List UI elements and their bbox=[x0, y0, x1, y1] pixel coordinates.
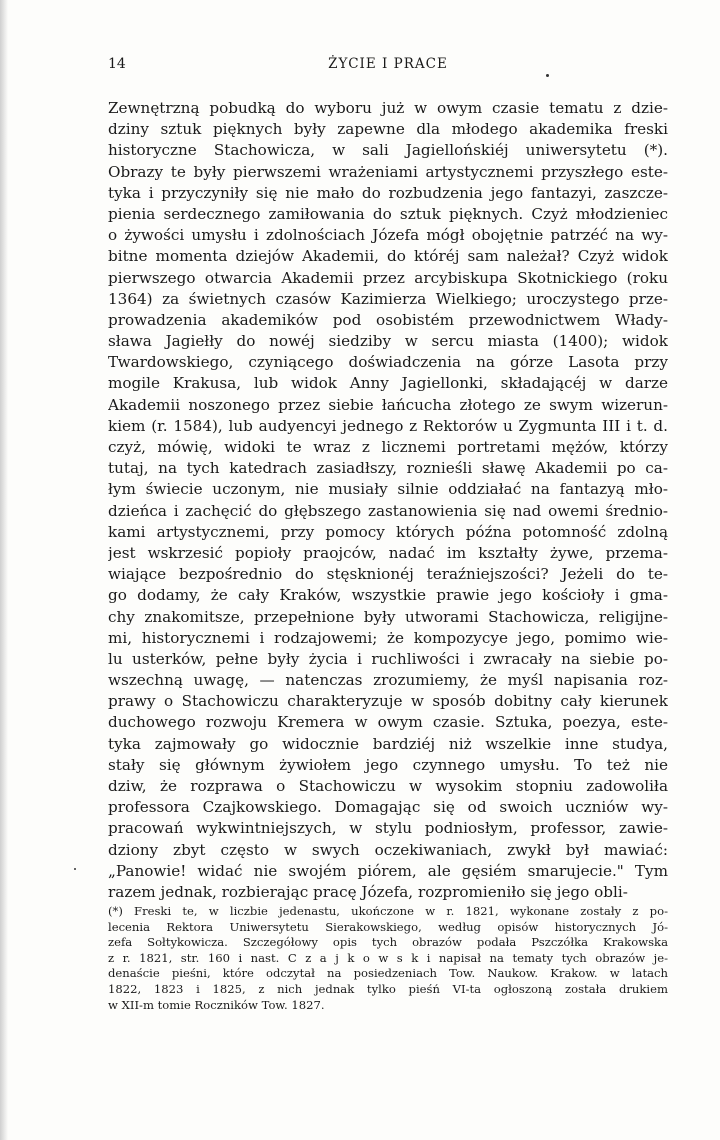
text-line: Zewnętrzną pobudką do wyboru już w owym czasie tematu z dzie- bbox=[108, 99, 668, 117]
page-number: 14 bbox=[108, 56, 126, 72]
text-line: chy znakomitsze, przepełnione były utworami Stachowicza, religijne- bbox=[108, 607, 668, 626]
text-line: historyczne Stachowicza, w sali Jagiellońskiéj uniwersytetu (*). bbox=[108, 141, 668, 160]
page-edge-shadow bbox=[0, 0, 8, 1140]
text-line: tutaj, na tych katedrach zasiadłszy, roznieśli sławę Akademii po ca- bbox=[108, 459, 668, 478]
text-line: dziny sztuk pięknych były zapewne dla młodego akademika freski bbox=[108, 120, 668, 139]
text-line: stały się głównym żywiołem jego czynnego umysłu. To też nie bbox=[108, 755, 668, 774]
text-line: prawy o Stachowiczu charakteryzuje w sposób dobitny cały kierunek bbox=[108, 692, 668, 711]
text-line: pracowań wykwintniejszych, w stylu podniosłym, professor, zawie- bbox=[108, 819, 668, 838]
footnote bbox=[108, 904, 668, 1013]
text-line: lu usterków, pełne były życia i ruchliwości i zwracały na siebie po- bbox=[108, 649, 668, 668]
text-line: kiem (r. 1584), lub audyencyi jednego z Rektorów u Zygmunta III i t. d. bbox=[108, 416, 668, 435]
text-line: professora Czajkowskiego. Domagając się od swoich uczniów wy- bbox=[108, 798, 668, 817]
text-line: sława Jagiełły do nowéj siedziby w sercu miasta (1400); widok bbox=[108, 332, 668, 351]
text-line: mogile Krakusa, lub widok Anny Jagiellonki, składającéj w darze bbox=[108, 374, 668, 393]
running-title: ŻYCIE I PRACE bbox=[328, 56, 448, 72]
text-line: czyż, mówię, widoki te wraz z licznemi portretami mężów, którzy bbox=[108, 438, 668, 456]
text-line: prowadzenia akademików pod osobistém przewodnictwem Włady- bbox=[108, 310, 668, 329]
text-line: Obrazy te były pierwszemi wrażeniami artystycznemi przyszłego este- bbox=[108, 162, 668, 181]
text-line: bitne momenta dziejów Akademii, do któréj sam należał? Czyż widok bbox=[108, 247, 668, 266]
print-speck bbox=[546, 74, 549, 77]
text-line: Twardowskiego, czyniącego doświadczenia na górze Lasota przy bbox=[108, 353, 668, 372]
text-line: kami artystycznemi, przy pomocy których późna potomność zdolną bbox=[108, 522, 668, 541]
text-line: łym świecie uczonym, nie musiały silnie oddziałać na fantazyą mło- bbox=[108, 480, 668, 499]
text-line: pienia serdecznego zamiłowania do sztuk pięknych. Czyż młodzieniec bbox=[108, 204, 668, 223]
footnote-line: w XII-m tomie Roczników Tow. 1827. bbox=[108, 997, 325, 1012]
footnote-line: denaście pieśni, które odczytał na posiedzeniach Tow. Naukow. Krakow. w latach bbox=[108, 966, 668, 981]
footnote-line: 1822, 1823 i 1825, z nich jednak tylko pieśń VI-ta ogłoszoną została drukiem bbox=[108, 981, 668, 996]
text-line: go dodamy, że cały Kraków, wszystkie prawie jego kościoły i gma- bbox=[108, 586, 668, 605]
text-line: o żywości umysłu i zdolnościach Józefa mógł obojętnie patrzéć na wy- bbox=[108, 226, 668, 245]
text-line: Akademii noszonego przez siebie łańcucha złotego ze swym wizerun- bbox=[108, 395, 668, 414]
text-line: wszechną uwagę, — natenczas zrozumiemy, że myśl napisania roz- bbox=[108, 671, 668, 690]
text-line: dziw, że rozprawa o Stachowiczu w wysokim stopniu zadowoliła bbox=[108, 777, 668, 795]
main-text bbox=[108, 98, 668, 903]
text-line: razem jednak, rozbierając pracę Józefa, rozpromieniło się jego obli- bbox=[108, 882, 628, 901]
text-line: 1364) za świetnych czasów Kazimierza Wielkiego; uroczystego prze- bbox=[108, 289, 668, 308]
text-line: tyka zajmowały go widocznie bardziéj niż wszelkie inne studya, bbox=[108, 734, 668, 753]
text-line: dziony zbyt często w swych oczekiwaniach, zwykł był mawiać: bbox=[108, 840, 668, 859]
text-line: wiające bezpośrednio do stęsknionéj teraźniejszości? Jeżeli do te- bbox=[108, 565, 668, 584]
text-line: jest wskrzesić popioły praojców, nadać im kształty żywe, przema- bbox=[108, 543, 668, 562]
text-line: tyka i przyczyniły się nie mało do rozbudzenia jego fantazyi, zaszcze- bbox=[108, 183, 668, 202]
text-line: mi, historycznemi i rodzajowemi; że kompozycye jego, pomimo wie- bbox=[108, 628, 668, 647]
text-line: „Panowie! widać nie swojém piórem, ale gęsiém smarujecie." Tym bbox=[108, 861, 668, 880]
footnote-line: (*) Freski te, w liczbie jedenastu, ukończone w r. 1821, wykonane zostały z po- bbox=[108, 904, 668, 918]
footnote-line: z r. 1821, str. 160 i nast. C z a j k o w s k i napisał na tematy tych obrazów je- bbox=[108, 950, 668, 965]
text-line: duchowego rozwoju Kremera w owym czasie. Sztuka, poezya, este- bbox=[108, 713, 668, 732]
text-line: pierwszego otwarcia Akademii przez arcybiskupa Skotnickiego (roku bbox=[108, 268, 668, 287]
print-speck bbox=[74, 868, 76, 870]
text-line: dzieńca i zachęcić do głębszego zastanowienia się nad owemi średnio- bbox=[108, 501, 668, 520]
footnote-line: lecenia Rektora Uniwersytetu Sierakowskiego, według opisów historycznych Jó- bbox=[108, 919, 668, 934]
footnote-line: zefa Sołtykowicza. Szczegółowy opis tych obrazów podała Pszczółka Krakowska bbox=[108, 935, 668, 950]
page-header bbox=[108, 56, 668, 76]
